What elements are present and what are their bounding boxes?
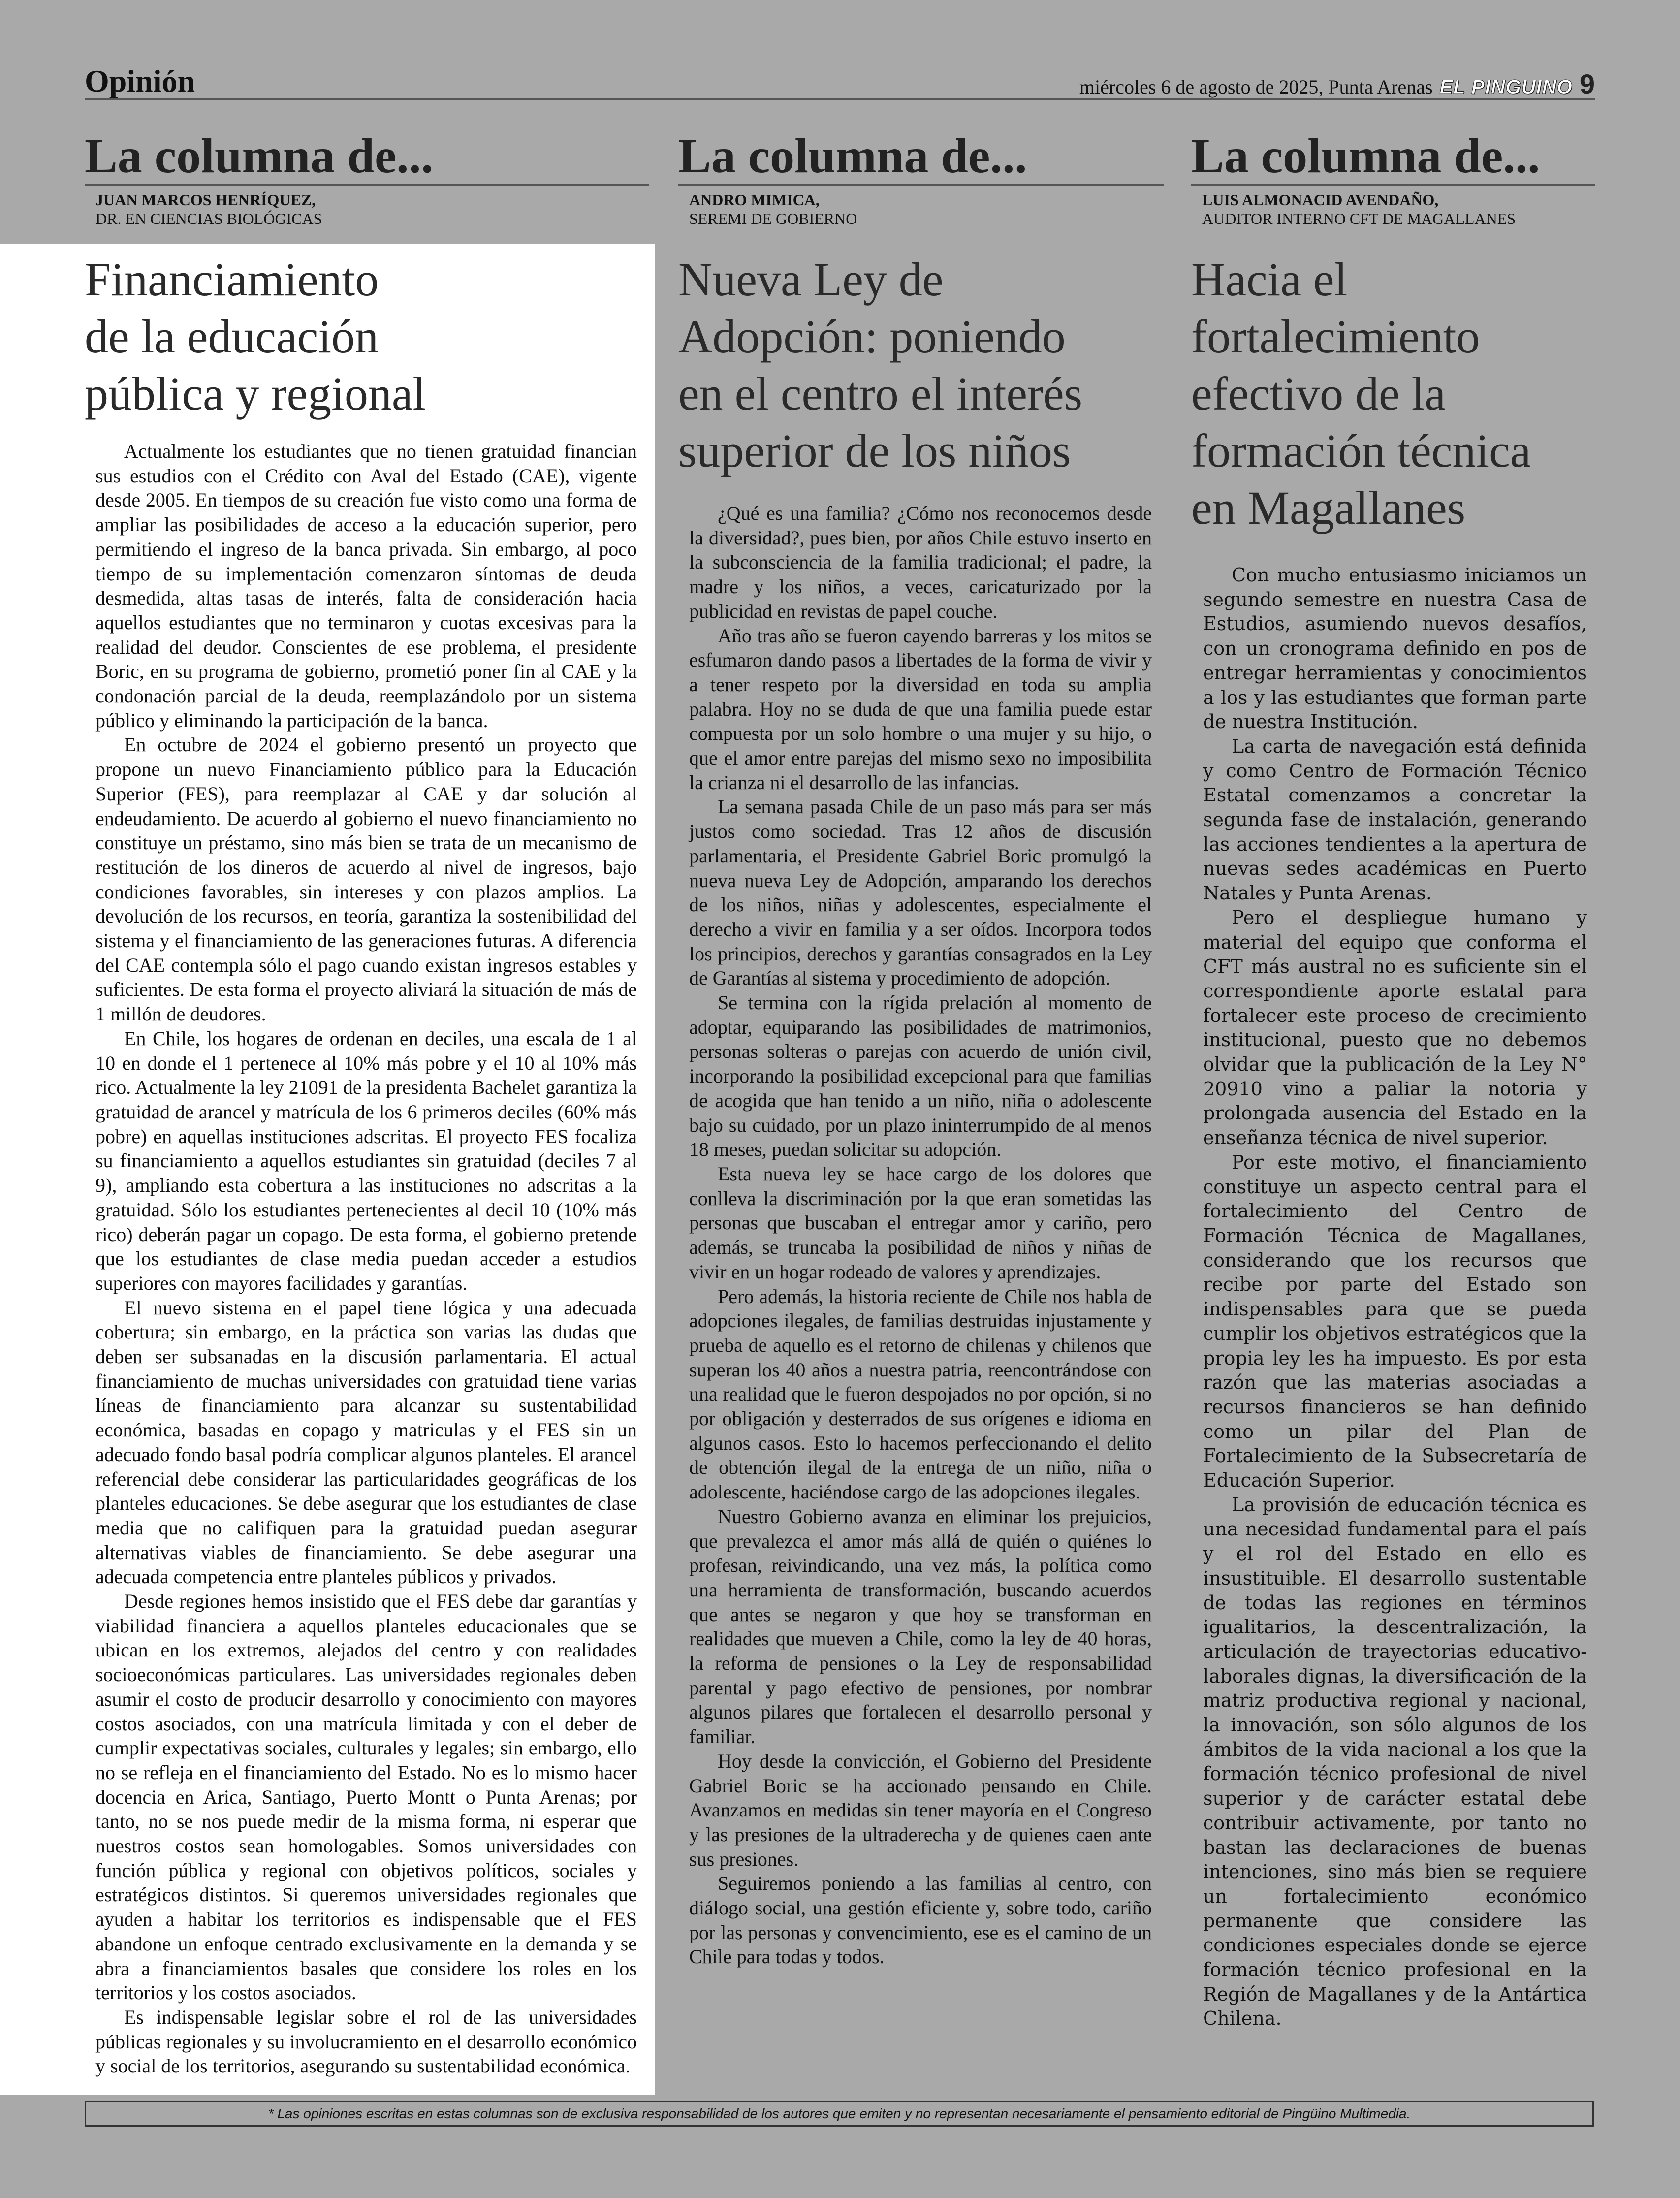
author-role: DR. EN CIENCIAS BIOLÓGICAS — [95, 210, 322, 227]
page-header — [85, 59, 1595, 100]
page-number: 9 — [1579, 68, 1595, 99]
author-role: SEREMI DE GOBIERNO — [689, 210, 857, 227]
paragraph: Por este motivo, el financiamiento constituye un aspecto central para el fortalecimiento del Centro de Formación Técnica de Magallanes, considerando que los recursos que recibe por parte del Estado son indispensables para que se pueda cumplir los objetivos estratégicos que la propia ley les ha impuesto. Es por esta razón que las materias asociadas a recursos financieros se han definido como un pilar del Plan de Fortalecimiento de la Subsecretaría de Educación Superior. — [1203, 1151, 1587, 1492]
paragraph: En octubre de 2024 el gobierno presentó un proyecto que propone un nuevo Financiamiento público para la Educación Superior (FES), para reemplazar al CAE y dar solución al endeudamiento. De acuerdo al gobierno el nuevo financiamiento no constituye un préstamo, sino más bien se trata de un mecanismo de restitución de los dineros de acuerdo al nivel de ingresos, bajo condiciones favorables, sin intereses y con plazos amplios. La devolución de los recursos, en teoría, garantiza la sostenibilidad del sistema y el financiamiento de las generaciones futuras. A diferencia del CAE contempla sólo el pago cuando existan ingresos estables y suficientes. De esta forma el proyecto aliviará la situación de más de 1 millón de deudores. — [95, 733, 637, 1025]
column-kicker: La columna de... — [1191, 129, 1595, 186]
title-line: formación técnica — [1191, 424, 1531, 477]
column-head-2 — [678, 129, 1164, 242]
publication-logo: EL PINGUINO — [1439, 76, 1573, 98]
paragraph: Con mucho entusiasmo iniciamos un segundo semestre en nuestra Casa de Estudios, asumiendo nuevos desafíos, con un cronograma definido en pos de entregar herramientas y conocimientos a los y las estudiantes que forman parte de nuestra Institución. — [1203, 564, 1587, 733]
paragraph: Pero el despliegue humano y material del equipo que conforma el CFT más austral no es suficiente sin el correspondiente aporte estatal para fortalecer este proceso de crecimiento institucional, puesto que no debemos olvidar que la publicación de la Ley N° 20910 vino a paliar la notoria y prolongada ausencia del Estado en la enseñanza técnica de nivel superior. — [1203, 906, 1587, 1149]
title-line: Hacia el — [1191, 253, 1348, 306]
article-title-1 — [85, 251, 651, 422]
disclaimer-box — [85, 2101, 1594, 2127]
paragraph: La carta de navegación está definida y como Centro de Formación Técnico Estatal comenzamos a concretar la segunda fase de instalación, generando las acciones tendientes a la apertura de nuevas sedes académicas en Puerto Natales y Punta Arenas. — [1203, 735, 1587, 904]
author-name: JUAN MARCOS HENRÍQUEZ, — [95, 191, 316, 209]
title-line: de la educación — [85, 310, 379, 363]
paragraph: En Chile, los hogares de ordenan en deciles, una escala de 1 al 10 en donde el 1 pertenece al 10% más pobre y el 10 al 10% más rico. Actualmente la ley 21091 de la presidenta Bachelet garantiza la gratuidad de arancel y matrícula de los 6 primeros deciles (60% más pobre) en aquellas instituciones adscritas. El proyecto FES focaliza su financiamiento a aquellos estudiantes sin gratuidad (deciles 7 al 9), ampliando esta cobertura a las instituciones no adscritas a la gratuidad. Sólo los estudiantes pertenecientes al decil 10 (10% más rico) deberán pagar un copago. De esta forma, el gobierno pretende que los estudiantes de clase media puedan acceder a estudios superiores con mayores facilidades y garantías. — [95, 1027, 637, 1294]
paragraph: Actualmente los estudiantes que no tienen gratuidad financian sus estudios con el Crédito con Aval del Estado (CAE), vigente desde 2005. En tiempos de su creación fue visto como una forma de ampliar las posibilidades de acceso a la educación superior, pero permitiendo el ingreso de la banca privada. Sin embargo, al poco tiempo de su implementación comenzaron síntomas de deuda desmedida, altas tasas de interés, falta de consideración hacia aquellos estudiantes que no terminaron y cuotas excesivas para la realidad del deudor. Conscientes de ese problema, el presidente Boric, en su programa de gobierno, prometió poner fin al CAE y la condonación parcial de la deuda, reemplazándolo por un sistema público y eliminando la participación de la banca. — [95, 440, 637, 732]
title-line: en el centro el interés — [678, 367, 1082, 420]
article-body-2 — [689, 501, 1152, 1969]
author-name: LUIS ALMONACID AVENDAÑO, — [1202, 191, 1439, 209]
title-line: fortalecimiento — [1191, 310, 1480, 363]
paragraph: La provisión de educación técnica es una necesidad fundamental para el país y el rol del Estado en ello es insustituible. El desarrollo sustentable de todas las regiones en términos igualitarios, la descentralización, la articulación de trayectorias educativo-laborales dignas, la diversificación de la matriz productiva regional y nacional, la innovación, son sólo algunos de los ámbitos de la vida nacional a los que la formación técnico profesional de nivel superior y de carácter estatal debe contribuir activamente, por tanto no bastan las declaraciones de buenas intenciones, sino más bien se requiere un fortalecimiento económico permanente que considere las condiciones especiales donde se ejerce formación técnico profesional en la Región de Magallanes y de la Antártica Chilena. — [1203, 1494, 1587, 2030]
title-line: pública y regional — [85, 367, 426, 420]
title-line: Financiamiento — [85, 253, 379, 306]
paragraph: Año tras año se fueron cayendo barreras y los mitos se esfumaron dando pasos a libertades de la forma de vivir y a tener respeto por la diversidad en toda su amplia palabra. Hoy no se duda de que una familia puede estar compuesta por un solo hombre o una mujer y su hijo, o que el amor entre parejas del mismo sexo no imposibilita la crianza ni el desarrollo de las infancias. — [689, 624, 1152, 794]
article-title-2 — [678, 251, 1175, 479]
title-line: efectivo de la — [1191, 367, 1446, 420]
column-head-1 — [85, 129, 649, 242]
paragraph: Se termina con la rígida prelación al momento de adoptar, equiparando las posibilidades de matrimonios, personas solteras o parejas con acuerdo de unión civil, incorporando la posibilidad excepcional para que familias de acogida que han tenido a un niño, niña o adolescente bajo su cuidado, por un plazo ininterrumpido de al menos 18 meses, puedan solicitar su adopción. — [689, 991, 1152, 1161]
title-line: en Magallanes — [1191, 481, 1466, 534]
paragraph: Pero además, la historia reciente de Chile nos habla de adopciones ilegales, de familias destruidas injustamente y prueba de aquello es el retorno de chilenas y chilenos que superan los 40 años a nuestra patria, reencontrándose con una realidad que le fueron despojados no por opción, si no por obligación y desterrados de sus orígenes e idioma en algunos casos. Esto lo hacemos perfeccionando el delito de obtención ilegal de la entrega de un niño, niña o adolescente, haciéndose cargo de las adopciones ilegales. — [689, 1285, 1152, 1503]
section-name: Opinión — [85, 64, 195, 98]
paragraph: Es indispensable legislar sobre el rol de las universidades públicas regionales y su involucramiento en el desarrollo económico y social de los territorios, asegurando su sustentabilidad económica. — [95, 2006, 637, 2077]
paragraph: El nuevo sistema en el papel tiene lógica y una adecuada cobertura; sin embargo, en la práctica son varias las dudas que deben ser subsanadas en la discusión parlamentaria. El actual financiamiento de muchas universidades con gratuidad tiene varias líneas de financiamiento para alcanzar su sustentabilidad económica, basadas en copago y matriculas y el FES sin un adecuado fondo basal podría complicar algunos planteles. El arancel referencial debe considerar las particularidades geográficas de los planteles educaciones. Se debe asegurar que los estudiantes de clase media que no califiquen para la gratuidad puedan asegurar alternativas viables de financiamiento. Se debe asegurar una adecuada competencia entre planteles públicos y privados. — [95, 1296, 637, 1588]
author-role: AUDITOR INTERNO CFT DE MAGALLANES — [1202, 210, 1516, 227]
article-title-3 — [1191, 251, 1610, 537]
disclaimer-text: * Las opiniones escritas en estas columnas son de exclusiva responsabilidad de los autores que emiten y no representan necesariamente el pensamiento editorial de Pingüino Multimedia. — [268, 2106, 1411, 2121]
paragraph: Esta nueva ley se hace cargo de los dolores que conlleva la discriminación por la que eran sometidas las personas que buscaban el entregar amor y cariño, pero además, se truncaba la posibilidad de niños y niñas de vivir en un hogar rodeado de valores y aprendizajes. — [689, 1162, 1152, 1283]
paragraph: Hoy desde la convicción, el Gobierno del Presidente Gabriel Boric se ha accionado pensando en Chile. Avanzamos en medidas sin tener mayoría en el Congreso y las presiones de la ultraderecha y de quienes caen ante sus presiones. — [689, 1750, 1152, 1870]
date-place: miércoles 6 de agosto de 2025, Punta Arenas — [1079, 76, 1433, 98]
column-kicker: La columna de... — [85, 129, 649, 186]
column-kicker: La columna de... — [678, 129, 1164, 186]
paragraph: Desde regiones hemos insistido que el FES debe dar garantías y viabilidad financiera a aquellos planteles educacionales que se ubican en los extremos, alejados del centro y con realidades socioeconómicas particulares. Las universidades regionales deben asumir el costo de producir desarrollo y conocimiento con mayores costos asociados, con una matrícula limitada y con el deber de cumplir expectativas sociales, culturales y legales; sin embargo, ello no se refleja en el financiamiento del Estado. No es lo mismo hacer docencia en Arica, Santiago, Puerto Montt o Punta Arenas; por tanto, no se nos puede medir de la misma forma, ni esperar que nuestros costos sean homologables. Somos universidades con función pública y regional con objetivos políticos, sociales y estratégicos distintos. Si queremos universidades regionales que ayuden a habitar los territorios es indispensable que el FES abandone un enfoque centrado exclusivamente en la demanda y se abra a financiamientos basales que considere los roles en los territorios y los costos asociados. — [95, 1590, 637, 2004]
author-name: ANDRO MIMICA, — [689, 191, 820, 209]
paragraph: La semana pasada Chile de un paso más para ser más justos como sociedad. Tras 12 años de discusión parlamentaria, el Presidente Gabriel Boric promulgó la nueva nueva Ley de Adopción, amparando los derechos de los niños, niñas y adolescentes, especialmente el derecho a vivir en familia y a ser oídos. Incorpora todos los principios, derechos y garantías consagrados en la Ley de Garantías al sistema y procedimiento de adopción. — [689, 796, 1152, 989]
article-body-1 — [95, 439, 637, 2078]
paragraph: Nuestro Gobierno avanza en eliminar los prejuicios, que prevalezca el amor más allá de quién o quiénes lo profesan, reivindicando, una vez más, la política como una herramienta de transformación, buscando acuerdos que antes se negaron y que hoy se transforman en realidades que mueven a Chile, como la ley de 40 horas, la reforma de pensiones o la Ley de responsabilidad parental y pago efectivo de pensiones, por nombrar algunos pilares que fortalecen el desarrollo personal y familiar. — [689, 1505, 1152, 1748]
column-head-3 — [1191, 129, 1595, 242]
header-right — [1079, 68, 1595, 100]
title-line: superior de los niños — [678, 424, 1071, 477]
paragraph: Seguiremos poniendo a las familias al centro, con diálogo social, una gestión eficiente y, sobre todo, cariño por las personas y convencimiento, ese es el camino de un Chile para todas y todos. — [689, 1872, 1152, 1968]
article-body-3 — [1203, 563, 1587, 2031]
title-line: Adopción: poniendo — [678, 310, 1066, 363]
paragraph: ¿Qué es una familia? ¿Cómo nos reconocemos desde la diversidad?, pues bien, por años Chile estuvo inserto en la subconsciencia de la familia tradicional; el padre, la madre y los niños, a veces, caricaturizado por la publicidad en revistas de papel couche. — [689, 502, 1152, 622]
title-line: Nueva Ley de — [678, 253, 944, 306]
